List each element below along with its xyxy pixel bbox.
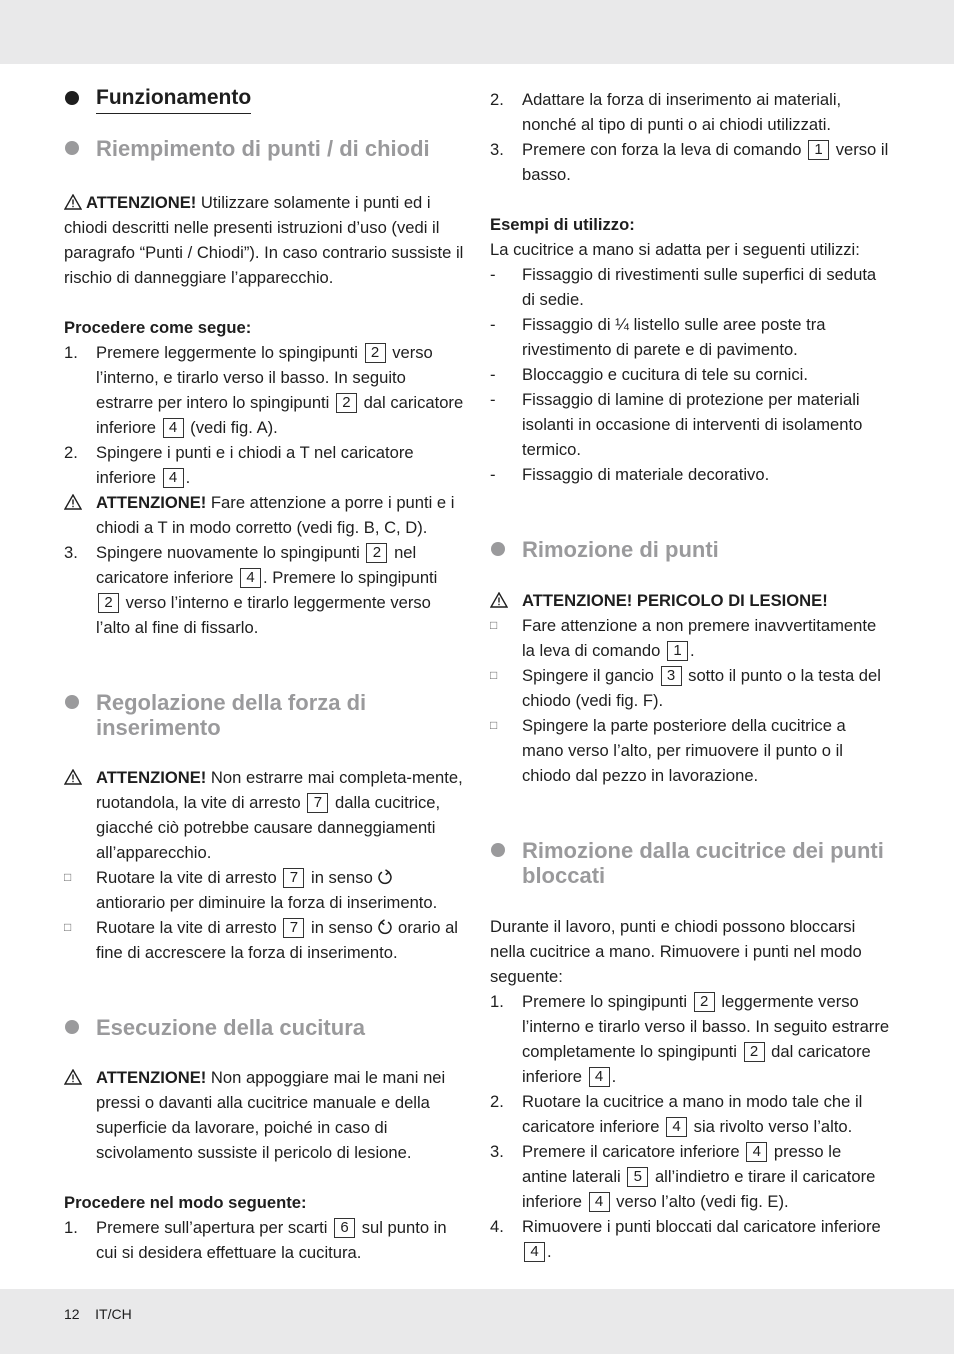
ref-number: 4 [589,1192,610,1212]
list-item: 3. Premere il caricatore inferiore 4 presso le antine laterali 5 all’indietro e tirare il caricatore inferiore 4 verso l’alto (vedi fig. E). [490,1142,876,1211]
list-item: - Fissaggio di materiale decorativo. [490,465,770,484]
ref-number: 7 [283,868,304,888]
list-item: 2. Spingere i punti e i chiodi a T nel caricatore inferiore 4 . [64,443,414,487]
list-item: 3. Spingere nuovamente lo spingipunti 2 nel caricatore inferiore 4 . Premere lo spingipunti 2 verso l’interno e tirarlo leggermente verso l’alto al fine di fissarlo. [64,543,438,637]
warning-triangle-icon [64,1069,82,1085]
list-item: - Fissaggio di lamine di protezione per materiali isolanti in occasione di interventi di isolamento termico. [490,390,863,459]
list-item: □ Ruotare la vite di arresto 7 in senso orario al fine di accrescere la forza di inserimento. [64,918,458,962]
bullet-icon [491,542,505,556]
list-item: - Fissaggio di ¼ listello sulle aree poste tra rivestimento di parete e di pavimento. [490,315,826,359]
ref-number: 4 [666,1117,687,1137]
list-item: 3. Premere con forza la leva di comando 1 verso il basso. [490,140,889,184]
ref-number: 4 [163,468,184,488]
warning-triangle-icon [64,769,82,785]
ref-number: 2 [98,593,119,613]
list-item-warning: ATTENZIONE! Fare attenzione a porre i punti e i chiodi a T in modo corretto (vedi fig. B, C, D). [64,490,464,540]
procedure-title: Procedere come segue: [64,318,252,337]
bullet-icon [65,1020,79,1034]
ref-number: 4 [524,1242,545,1262]
header-band [0,0,954,64]
ref-number: 1 [808,140,829,160]
section-heading-rimozione-punti: Rimozione di punti [490,537,890,562]
list-item-warning: ATTENZIONE! Non estrarre mai completa-mente, ruotandola, la vite di arresto 7 dalla cucitrice, giacché ciò potrebbe causare danneggiamenti all’apparecchio. [64,765,464,865]
examples-title: Esempi di utilizzo: [490,215,635,234]
ref-number: 7 [283,918,304,938]
list-item: 1. Premere leggermente lo spingipunti 2 verso l’interno, e tirarlo verso il basso. In seguito estrarre per intero lo spingipunti 2 dal caricatore inferiore 4 (vedi fig. A). [64,343,464,437]
bullet-icon [65,695,79,709]
section-heading-rimozione-bloccati: Rimozione dalla cucitrice dei punti bloccati [490,838,890,888]
list-item: 1. Premere sull’apertura per scarti 6 sul punto in cui si desidera effettuare la cucitura. [64,1218,447,1262]
ref-number: 4 [163,418,184,438]
right-column [490,87,890,1264]
warning-triangle-icon [64,194,82,210]
list-item: □ Spingere la parte posteriore della cucitrice a mano verso l’alto, per rimuovere il punto o il chiodo dal pezzo in lavorazione. [490,716,846,785]
ref-number: 7 [307,793,328,813]
warning-triangle-icon [490,592,508,608]
warning-triangle-icon [64,494,82,510]
warning-paragraph: ATTENZIONE! Utilizzare solamente i punti ed i chiodi descritti nelle presenti istruzioni d’uso (vedi il paragrafo “Punti / Chiodi”). In caso contrario sussiste il rischio di danneggiare l’apparecchio. [64,193,464,287]
list-item: □ Spingere il gancio 3 sotto il punto o la testa del chiodo (vedi fig. F). [490,666,881,710]
list-item: □ Ruotare la vite di arresto 7 in senso antiorario per diminuire la forza di inserimento. [64,868,438,912]
ref-number: 4 [589,1067,610,1087]
ref-number: 2 [366,543,387,563]
list-item-warning: ATTENZIONE! PERICOLO DI LESIONE! [490,588,890,613]
ref-number: 4 [746,1142,767,1162]
ref-number: 1 [667,641,688,661]
rotate-clockwise-icon [377,919,393,935]
examples-intro: La cucitrice a mano si adatta per i seguenti utilizzi: [490,240,860,259]
ref-number: 2 [365,343,386,363]
list-item: □ Fare attenzione a non premere inavvertitamente la leva di comando 1 . [490,616,877,660]
bullet-icon [65,91,79,105]
list-item: 2. Ruotare la cucitrice a mano in modo tale che il caricatore inferiore 4 sia rivolto verso l’alto. [490,1092,863,1136]
procedure-title: Procedere nel modo seguente: [64,1193,307,1212]
section-heading-riempimento: Riempimento di punti / di chiodi [64,136,464,161]
left-column [64,84,464,1265]
bullet-icon [491,843,505,857]
list-item-warning: ATTENZIONE! Non appoggiare mai le mani nei pressi o davanti alla cucitrice manuale e della superficie da lavorare, poiché in caso di scivolamento sussiste il pericolo di lesione. [64,1065,464,1165]
ref-number: 2 [744,1042,765,1062]
section-heading-funzionamento: Funzionamento [64,84,464,114]
ref-number: 4 [240,568,261,588]
bullet-icon [65,141,79,155]
intro-paragraph: Durante il lavoro, punti e chiodi possono bloccarsi nella cucitrice a mano. Rimuovere i punti nel modo seguente: [490,917,862,986]
list-item: - Fissaggio di rivestimenti sulle superfici di seduta di sedie. [490,265,877,309]
ref-number: 6 [334,1218,355,1238]
footer-band [0,1289,954,1354]
section-heading-esecuzione: Esecuzione della cucitura [64,1015,464,1040]
ref-number: 2 [694,992,715,1012]
ref-number: 5 [627,1167,648,1187]
list-item: - Bloccaggio e cucitura di tele su cornici. [490,365,808,384]
page-number: 12 IT/CH [64,1306,132,1322]
ref-number: 3 [661,666,682,686]
list-item: 4. Rimuovere i punti bloccati dal caricatore inferiore 4 . [490,1217,881,1261]
rotate-counterclockwise-icon [377,869,393,885]
section-heading-regolazione: Regolazione della forza di inserimento [64,690,464,740]
ref-number: 2 [336,393,357,413]
list-item: 2. Adattare la forza di inserimento ai materiali, nonché al tipo di punti o ai chiodi utilizzati. [490,90,842,134]
list-item: 1. Premere lo spingipunti 2 leggermente verso l’interno e tirarlo verso il basso. In seguito estrarre completamente lo spingipunti 2 dal caricatore inferiore 4 . [490,992,890,1086]
